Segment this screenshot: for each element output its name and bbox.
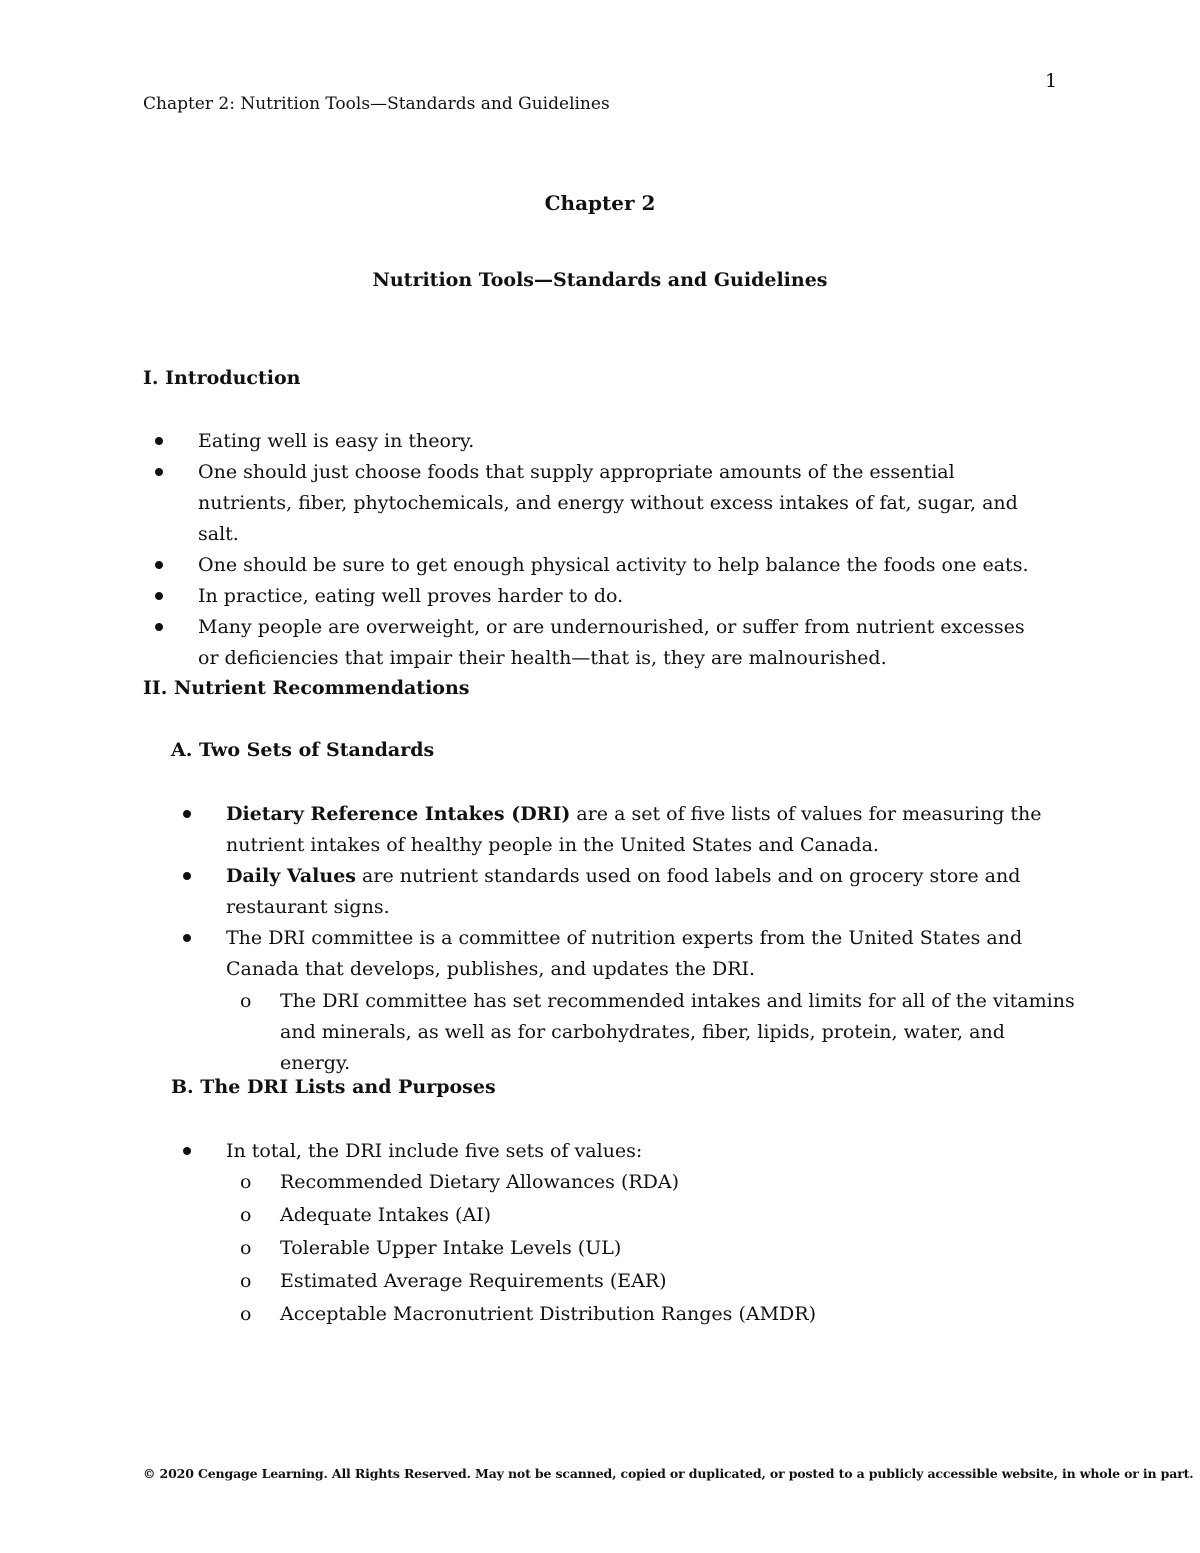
sublist-item: o Adequate Intakes (AI) [240, 1199, 1100, 1232]
list-item: Many people are overweight, or are undernourished, or suffer from nutrient excesses or deficiencies that impair their health—that is, they are malnourished. [143, 612, 1043, 674]
chapter-label: Chapter 2 [544, 191, 656, 215]
copyright-footer: © 2020 Cengage Learning. All Rights Reserved. May not be scanned, copied or duplicated, or posted to a publicly accessible website, in whole or in part. [143, 1466, 1194, 1481]
list-item: One should just choose foods that supply appropriate amounts of the essential nutrients, fiber, phytochemicals, and energy without excess intakes of fat, sugar, and salt. [143, 457, 1043, 550]
sublist-item: o Tolerable Upper Intake Levels (UL) [240, 1232, 1100, 1265]
list-item: Eating well is easy in theory. [143, 426, 1043, 457]
term-dri: Dietary Reference Intakes (DRI) [226, 803, 571, 825]
sublist-item: o The DRI committee has set recommended intakes and limits for all of the vitamins and minerals, as well as for carbohydrates, fiber, lipids, protein, water, and energy. [240, 986, 1075, 1079]
sublist-item: o Estimated Average Requirements (EAR) [240, 1265, 1100, 1298]
dri-lists-list [171, 1136, 1061, 1167]
definition-text: are nutrient standards used on food labels and on grocery store and restaurant signs. [226, 865, 1021, 918]
section-heading-introduction: I. Introduction [143, 367, 301, 389]
subsection-heading-dri-lists: B. The DRI Lists and Purposes [171, 1076, 496, 1098]
list-item [171, 923, 1061, 985]
two-sets-sublist [240, 986, 1075, 1079]
running-header: Chapter 2: Nutrition Tools—Standards and Guidelines [143, 94, 610, 114]
dri-lists-sublist [240, 1166, 1100, 1331]
item-text: The DRI committee is a committee of nutrition experts from the United States and Canada that develops, publishes, and updates the DRI. [226, 927, 1023, 980]
sublist-item: o Acceptable Macronutrient Distribution Ranges (AMDR) [240, 1298, 1100, 1331]
subsection-heading-two-sets: A. Two Sets of Standards [171, 739, 435, 761]
definition-text: are a set of five lists of values for measuring the nutrient intakes of healthy people in the United States and Canada. [226, 803, 1042, 856]
list-item [171, 799, 1061, 861]
list-item [171, 861, 1061, 923]
chapter-title: Nutrition Tools—Standards and Guidelines [372, 269, 828, 291]
introduction-list [143, 426, 1043, 674]
list-item: In total, the DRI include five sets of values: [171, 1136, 1061, 1167]
list-item: One should be sure to get enough physical activity to help balance the foods one eats. [143, 550, 1043, 581]
page-number: 1 [1045, 70, 1058, 92]
term-daily-values: Daily Values [226, 865, 357, 887]
two-sets-list [171, 799, 1061, 985]
sublist-item: o Recommended Dietary Allowances (RDA) [240, 1166, 1100, 1199]
list-item: In practice, eating well proves harder to do. [143, 581, 1043, 612]
section-heading-nutrient-recommendations: II. Nutrient Recommendations [143, 677, 470, 699]
